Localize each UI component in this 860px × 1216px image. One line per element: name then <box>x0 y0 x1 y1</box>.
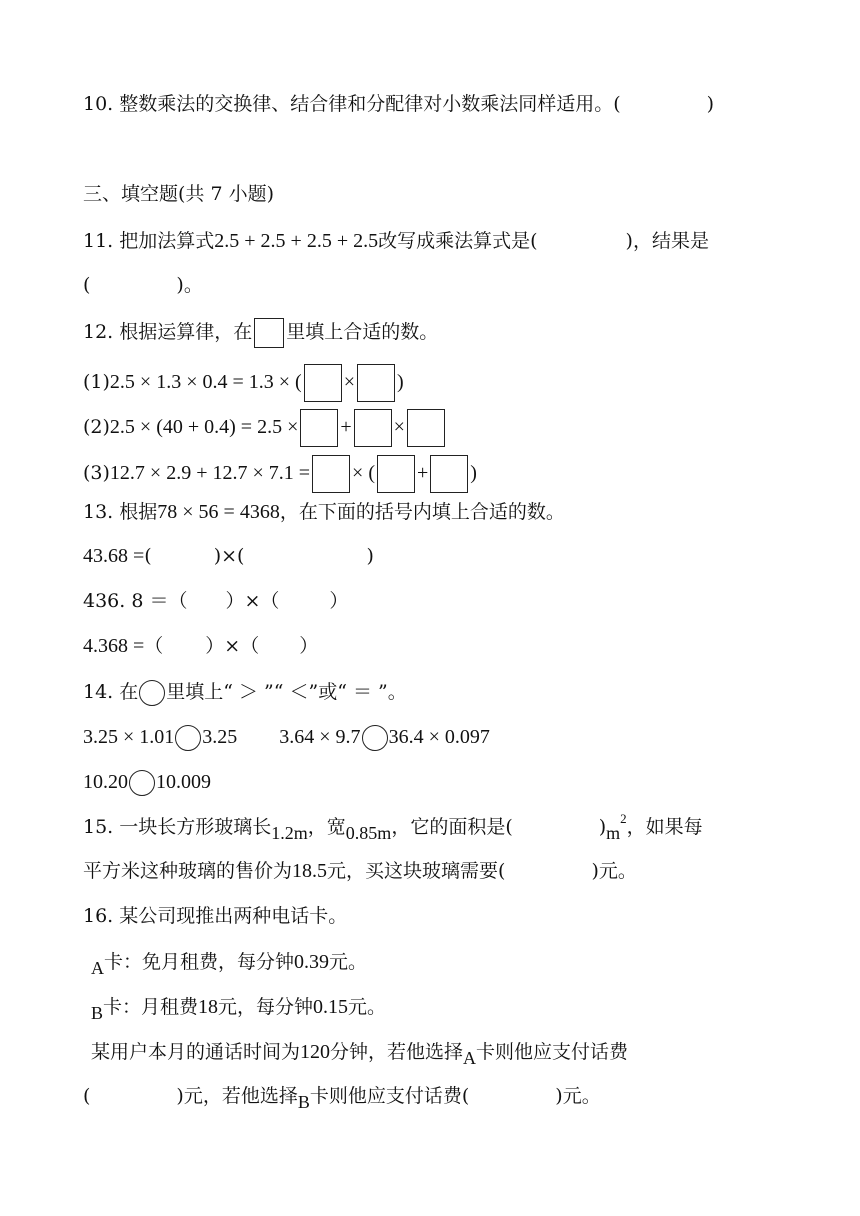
close-paren: ) <box>598 816 607 838</box>
close-paren: ) <box>366 545 374 567</box>
q10-close: ) <box>706 93 715 115</box>
q16-last-c: 卡则他应支付话费( <box>309 1085 470 1107</box>
q14-r1-left1: 3.25 × 1.01 <box>83 726 175 748</box>
q15-text-e: ，如果每 <box>626 816 703 838</box>
q11-text-a: 11. 把加法算式 <box>83 230 215 252</box>
answer-box[interactable] <box>377 455 415 493</box>
q16-minutes: 120 <box>300 1041 331 1063</box>
question-12-intro <box>83 318 438 348</box>
times-sign: ）×（ <box>225 590 280 612</box>
open-paren: ( <box>144 545 152 567</box>
answer-box[interactable] <box>357 364 395 402</box>
q12-p2-label: (2) <box>83 416 110 438</box>
card-b-fee: 18 <box>198 996 219 1018</box>
q12-p1-expr: 2.5 × 1.3 × 0.4 = 1.3 × ( <box>109 371 302 393</box>
q12-p3-expr: 12.7 × 2.9 + 12.7 × 7.1 = <box>109 462 311 484</box>
question-12-part3 <box>83 455 477 493</box>
answer-box[interactable] <box>254 318 284 348</box>
q15-line2-a: 平方米这种玻璃的售价为 <box>83 860 293 882</box>
question-11-line2 <box>83 273 203 297</box>
question-16-answer-line <box>83 1084 601 1112</box>
card-a-label: A <box>91 958 104 978</box>
q12-text-a: 12. 根据运算律，在 <box>83 321 253 343</box>
question-14-intro <box>83 680 407 706</box>
q15-text-a: 15. 一块长方形玻璃长 <box>83 816 272 838</box>
question-15-line2 <box>83 859 637 883</box>
answer-circle[interactable] <box>129 770 155 796</box>
answer-circle[interactable] <box>139 680 165 706</box>
question-12-part2 <box>83 409 447 447</box>
q16-q-b: 分钟，若他选择 <box>330 1041 464 1063</box>
question-13-row3 <box>83 634 318 658</box>
q12-p1-label: (1) <box>83 371 110 393</box>
q15-text-c: ，它的面积是( <box>391 816 513 838</box>
card-a-rate: 0.39 <box>294 951 330 973</box>
q11-expr: 2.5 + 2.5 + 2.5 + 2.5 <box>214 230 379 252</box>
times-sign: ）×（ <box>205 635 260 657</box>
question-16-card-a <box>91 950 368 978</box>
question-13-intro <box>83 500 565 524</box>
q13-text-b: ，在下面的括号内填上合适的数。 <box>279 501 565 523</box>
section-3-title: 三、填空题(共 7 小题) <box>83 183 274 205</box>
q11-text-b: 改写成乘法算式是( <box>378 230 538 252</box>
q13-r3-left: 4.368 = <box>83 635 145 657</box>
q15-price: 18.5 <box>292 860 328 882</box>
question-13-row2 <box>83 589 348 613</box>
question-15-line1 <box>83 811 703 843</box>
q12-p2-expr: 2.5 × (40 + 0.4) = 2.5 × <box>109 416 299 438</box>
q13-r1-left: 43.68 = <box>83 545 145 567</box>
answer-box[interactable] <box>407 409 445 447</box>
close-paren: ) <box>470 462 477 484</box>
times-sign: )×( <box>213 545 245 567</box>
answer-box[interactable] <box>300 409 338 447</box>
question-16-card-b <box>91 995 387 1023</box>
q10-text: 10. 整数乘法的交换律、结合律和分配律对小数乘法同样适用。( <box>83 93 621 115</box>
question-14-row2 <box>83 770 211 796</box>
q12-p3-label: (3) <box>83 462 110 484</box>
question-10 <box>83 92 714 116</box>
question-13-row1 <box>83 544 374 568</box>
q14-r2-right: 10.009 <box>156 771 211 793</box>
q15-line2-b: 元，买这块玻璃需要( <box>327 860 506 882</box>
question-11-line1 <box>83 229 709 253</box>
close-paren: ） <box>329 590 349 612</box>
answer-box[interactable] <box>304 364 342 402</box>
open-paren: ( <box>83 1085 91 1107</box>
close-paren: ） <box>299 635 319 657</box>
q16-last-b: )元，若他选择 <box>176 1085 298 1107</box>
card-a-text-a: 卡：免月租费，每分钟 <box>104 951 295 973</box>
answer-circle[interactable] <box>362 725 388 751</box>
question-16-question <box>91 1040 629 1068</box>
q13-text-a: 13. 根据 <box>83 501 158 523</box>
q16-q-a: 某用户本月的通话时间为 <box>91 1041 301 1063</box>
q15-text-b: ，宽 <box>307 816 346 838</box>
q14-r1-left2: 3.64 × 9.7 <box>279 726 361 748</box>
q15-unit: m <box>606 823 621 843</box>
q15-line2-c: )元。 <box>591 860 637 882</box>
q15-width: 0.85m <box>345 823 392 843</box>
card-a-text-b: 元。 <box>329 951 368 973</box>
question-12-part1 <box>83 364 404 402</box>
card-b-text-c: 元。 <box>348 996 387 1018</box>
answer-box[interactable] <box>430 455 468 493</box>
times-sign: × ( <box>352 462 375 484</box>
card-b-rate: 0.15 <box>313 996 349 1018</box>
q15-length: 1.2m <box>271 823 308 843</box>
q16-q-c: 卡则他应支付话费 <box>476 1041 629 1063</box>
card-b-text-a: 卡：月租费 <box>103 996 199 1018</box>
plus-sign: + <box>340 416 352 438</box>
q16-card-b: B <box>297 1092 310 1112</box>
answer-circle[interactable] <box>175 725 201 751</box>
q11-close: )。 <box>176 274 203 296</box>
answer-box[interactable] <box>312 455 350 493</box>
q15-exponent: 2 <box>620 811 627 826</box>
q14-r2-left: 10.20 <box>83 771 128 793</box>
card-b-text-b: 元，每分钟 <box>218 996 314 1018</box>
q16-last-d: )元。 <box>555 1085 601 1107</box>
q16-card-a: A <box>463 1048 477 1068</box>
q11-text-c: )，结果是 <box>625 230 709 252</box>
open-paren: （ <box>144 635 164 657</box>
times-sign: × <box>343 371 355 393</box>
q13-r2-left: 436. 8 ＝（ <box>83 590 188 612</box>
q14-text-b: 里填上“ ＞ ”“ ＜”或“ ＝ ”。 <box>166 681 407 703</box>
answer-box[interactable] <box>354 409 392 447</box>
q14-r1-right2: 36.4 × 0.097 <box>388 726 490 748</box>
q12-text-b: 里填上合适的数。 <box>286 321 439 343</box>
question-14-row1 <box>83 725 490 751</box>
question-16-intro: 16. 某公司现推出两种电话卡。 <box>83 905 348 927</box>
q14-r1-right1: 3.25 <box>202 726 238 748</box>
q13-expr: 78 × 56 = 4368 <box>157 501 280 523</box>
card-b-label: B <box>91 1003 104 1023</box>
times-sign: × <box>393 416 405 438</box>
plus-sign: + <box>417 462 429 484</box>
q11-open: ( <box>83 274 91 296</box>
q14-text-a: 14. 在 <box>83 681 139 703</box>
close-paren: ) <box>396 371 404 393</box>
